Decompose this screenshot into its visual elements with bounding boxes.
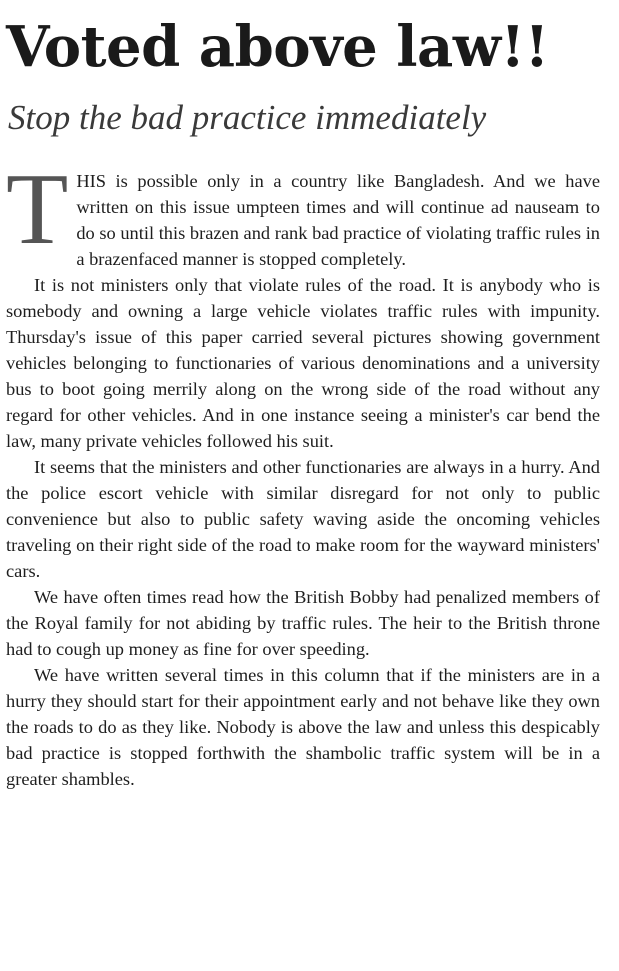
paragraph-1 [6,153,600,272]
article-body [6,153,600,792]
paragraph-1-text: HIS is possible only in a country like Bangladesh. And we have written on this issue umpteen times and will continue ad nauseam to do so until this brazen and rank bad practice of violating traffic rules in a brazenfaced manner is stopped completely. [76,171,600,269]
headline: Voted above law!! [6,14,549,80]
editorial-article [6,0,600,971]
paragraph-3: It seems that the ministers and other functionaries are always in a hurry. And the police escort vehicle with similar disregard for not only to public convenience but also to public safety waving aside the oncoming vehicles traveling on their right side of the road to make room for the wayward ministers' cars. [6,457,600,581]
subheadline: Stop the bad practice immediately [8,98,487,137]
paragraph-5: We have written several times in this column that if the ministers are in a hurry they should start for their appointment early and not behave like they own the roads to do as they like. Nobody is above the law and unless this despicably bad practice is stopped forthwith the shambolic traffic system will be in a greater shambles. [6,665,600,789]
paragraph-4: We have often times read how the British Bobby had penalized members of the Royal family for not abiding by traffic rules. The heir to the British throne had to cough up money as fine for over speeding. [6,587,600,659]
drop-cap: T [6,153,69,266]
paragraph-2: It is not ministers only that violate rules of the road. It is anybody who is somebody and owning a large vehicle violates traffic rules with impunity. Thursday's issue of this paper carried several pictures showing government vehicles belonging to functionaries of various denominations and a university bus to boot going merrily along on the wrong side of the road without any regard for other vehicles. And in one instance seeing a minister's car bend the law, many private vehicles followed his suit. [6,275,600,451]
